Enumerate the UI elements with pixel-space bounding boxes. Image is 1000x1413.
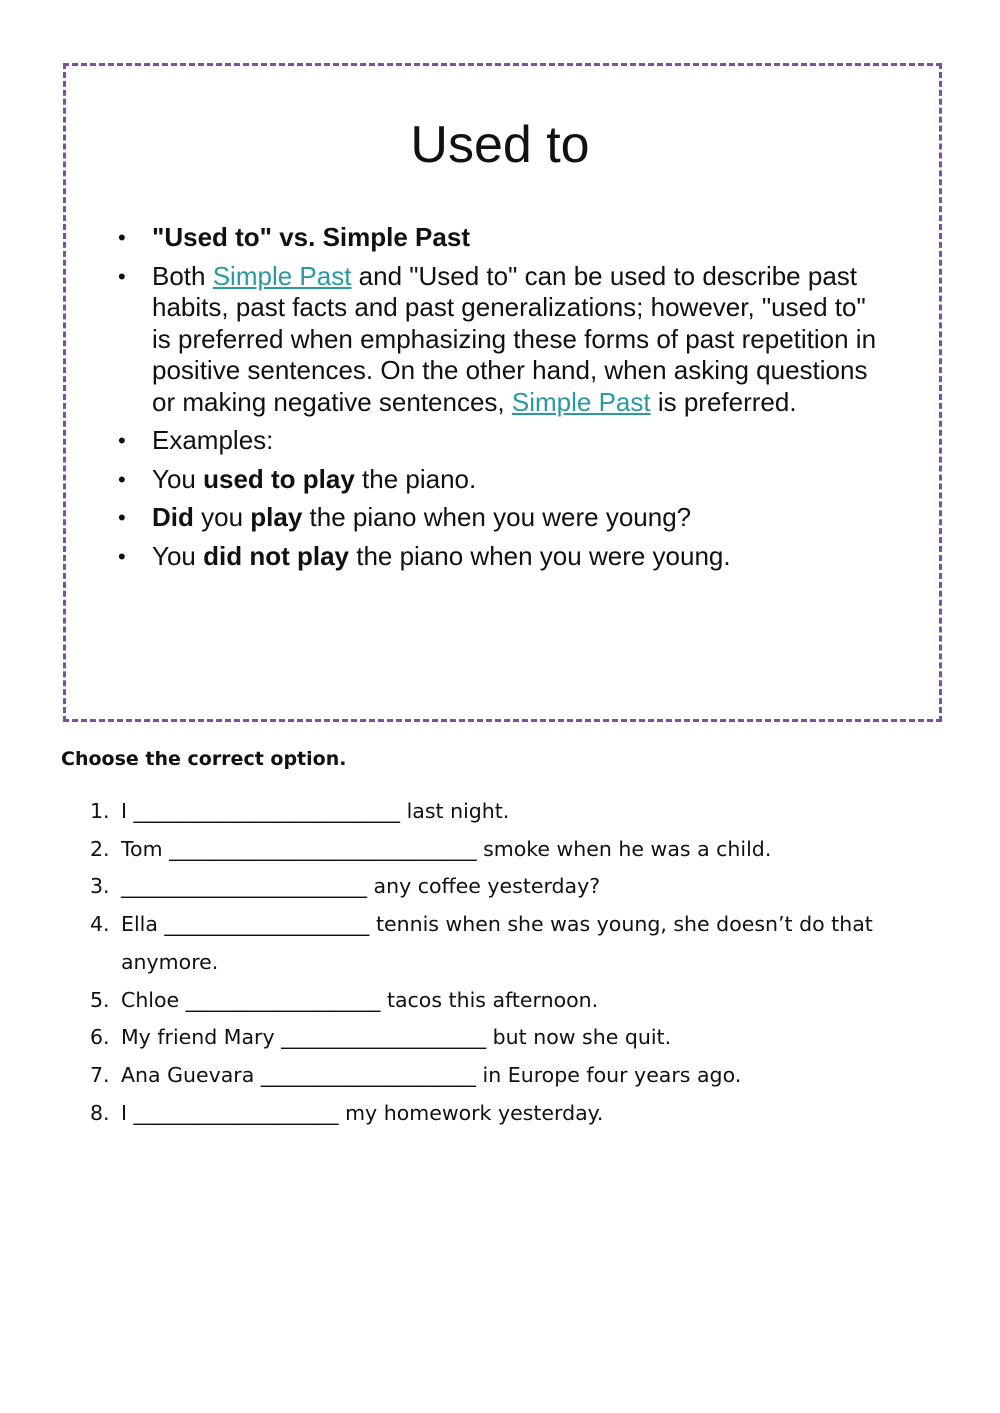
bullet-example-3 — [118, 541, 878, 573]
exercise-item — [86, 1057, 916, 1095]
example-3-b: did not play — [203, 540, 349, 571]
exercise-item — [86, 868, 916, 906]
exercise-number: 3. — [90, 874, 110, 899]
exercise-text: My friend Mary ____________________ but now she quit. — [121, 1025, 672, 1050]
simple-past-link-2[interactable]: Simple Past — [511, 386, 651, 417]
example-1-a: You — [152, 463, 204, 494]
exercise-text: Tom ______________________________ smoke when he was a child. — [121, 836, 772, 861]
theory-bullets — [118, 222, 878, 579]
example-2-c: play — [250, 502, 303, 532]
exercise-list — [86, 793, 916, 1132]
bullet-heading — [118, 222, 878, 254]
explanation-text-3: is preferred. — [650, 386, 797, 417]
example-3-c: the piano when you were young. — [349, 540, 731, 571]
bullet-heading-text: "Used to" vs. Simple Past — [152, 222, 470, 252]
page-title: Used to — [410, 116, 590, 174]
exercise-text: Chloe ___________________ tacos this afternoon. — [121, 987, 599, 1012]
exercise-item — [86, 982, 916, 1020]
bullet-example-1 — [118, 464, 878, 496]
exercise-item — [86, 906, 916, 981]
explanation-text-2: and "Used to" can be used to describe past habits, past facts and past generalizations; however, "used to" is preferred when emphasizing these forms of past repetition in positive sentences. On the other hand, when asking questions or making negative sentences, — [152, 260, 877, 417]
example-3-a: You — [152, 540, 204, 571]
exercise-text: I ____________________ my homework yesterday. — [121, 1100, 604, 1125]
exercise-item — [86, 793, 916, 831]
exercise-item — [86, 1019, 916, 1057]
examples-label: Examples: — [152, 425, 274, 455]
exercise-number: 2. — [90, 836, 110, 861]
exercise-text: Ella ____________________ tennis when she was young, she doesn’t do that anymore. — [121, 912, 873, 974]
example-2-d: the piano when you were young? — [302, 502, 692, 532]
exercise-number: 7. — [90, 1062, 110, 1087]
bullet-examples-label — [118, 425, 878, 457]
example-2-a: Did — [152, 502, 194, 532]
exercise-number: 8. — [90, 1100, 110, 1125]
exercise-text: I __________________________ last night. — [121, 799, 510, 823]
exercise-number: 1. — [90, 799, 110, 823]
exercise-number: 4. — [90, 912, 110, 937]
exercise-item — [86, 1095, 916, 1133]
exercise-text: ________________________ any coffee yesterday? — [121, 874, 601, 899]
example-1-b: used to play — [203, 463, 355, 494]
exercise-item — [86, 831, 916, 869]
example-2-b: you — [193, 502, 251, 532]
bullet-explanation — [118, 261, 878, 419]
bullet-example-2 — [118, 502, 878, 534]
exercise-text: Ana Guevara _____________________ in Europe four years ago. — [121, 1062, 742, 1087]
example-1-c: the piano. — [354, 463, 477, 494]
simple-past-link-1[interactable]: Simple Past — [212, 260, 352, 291]
exercise-instruction: Choose the correct option. — [61, 748, 347, 770]
exercise-number: 5. — [90, 987, 110, 1012]
exercise-number: 6. — [90, 1025, 110, 1050]
explanation-text-1: Both — [152, 260, 213, 291]
